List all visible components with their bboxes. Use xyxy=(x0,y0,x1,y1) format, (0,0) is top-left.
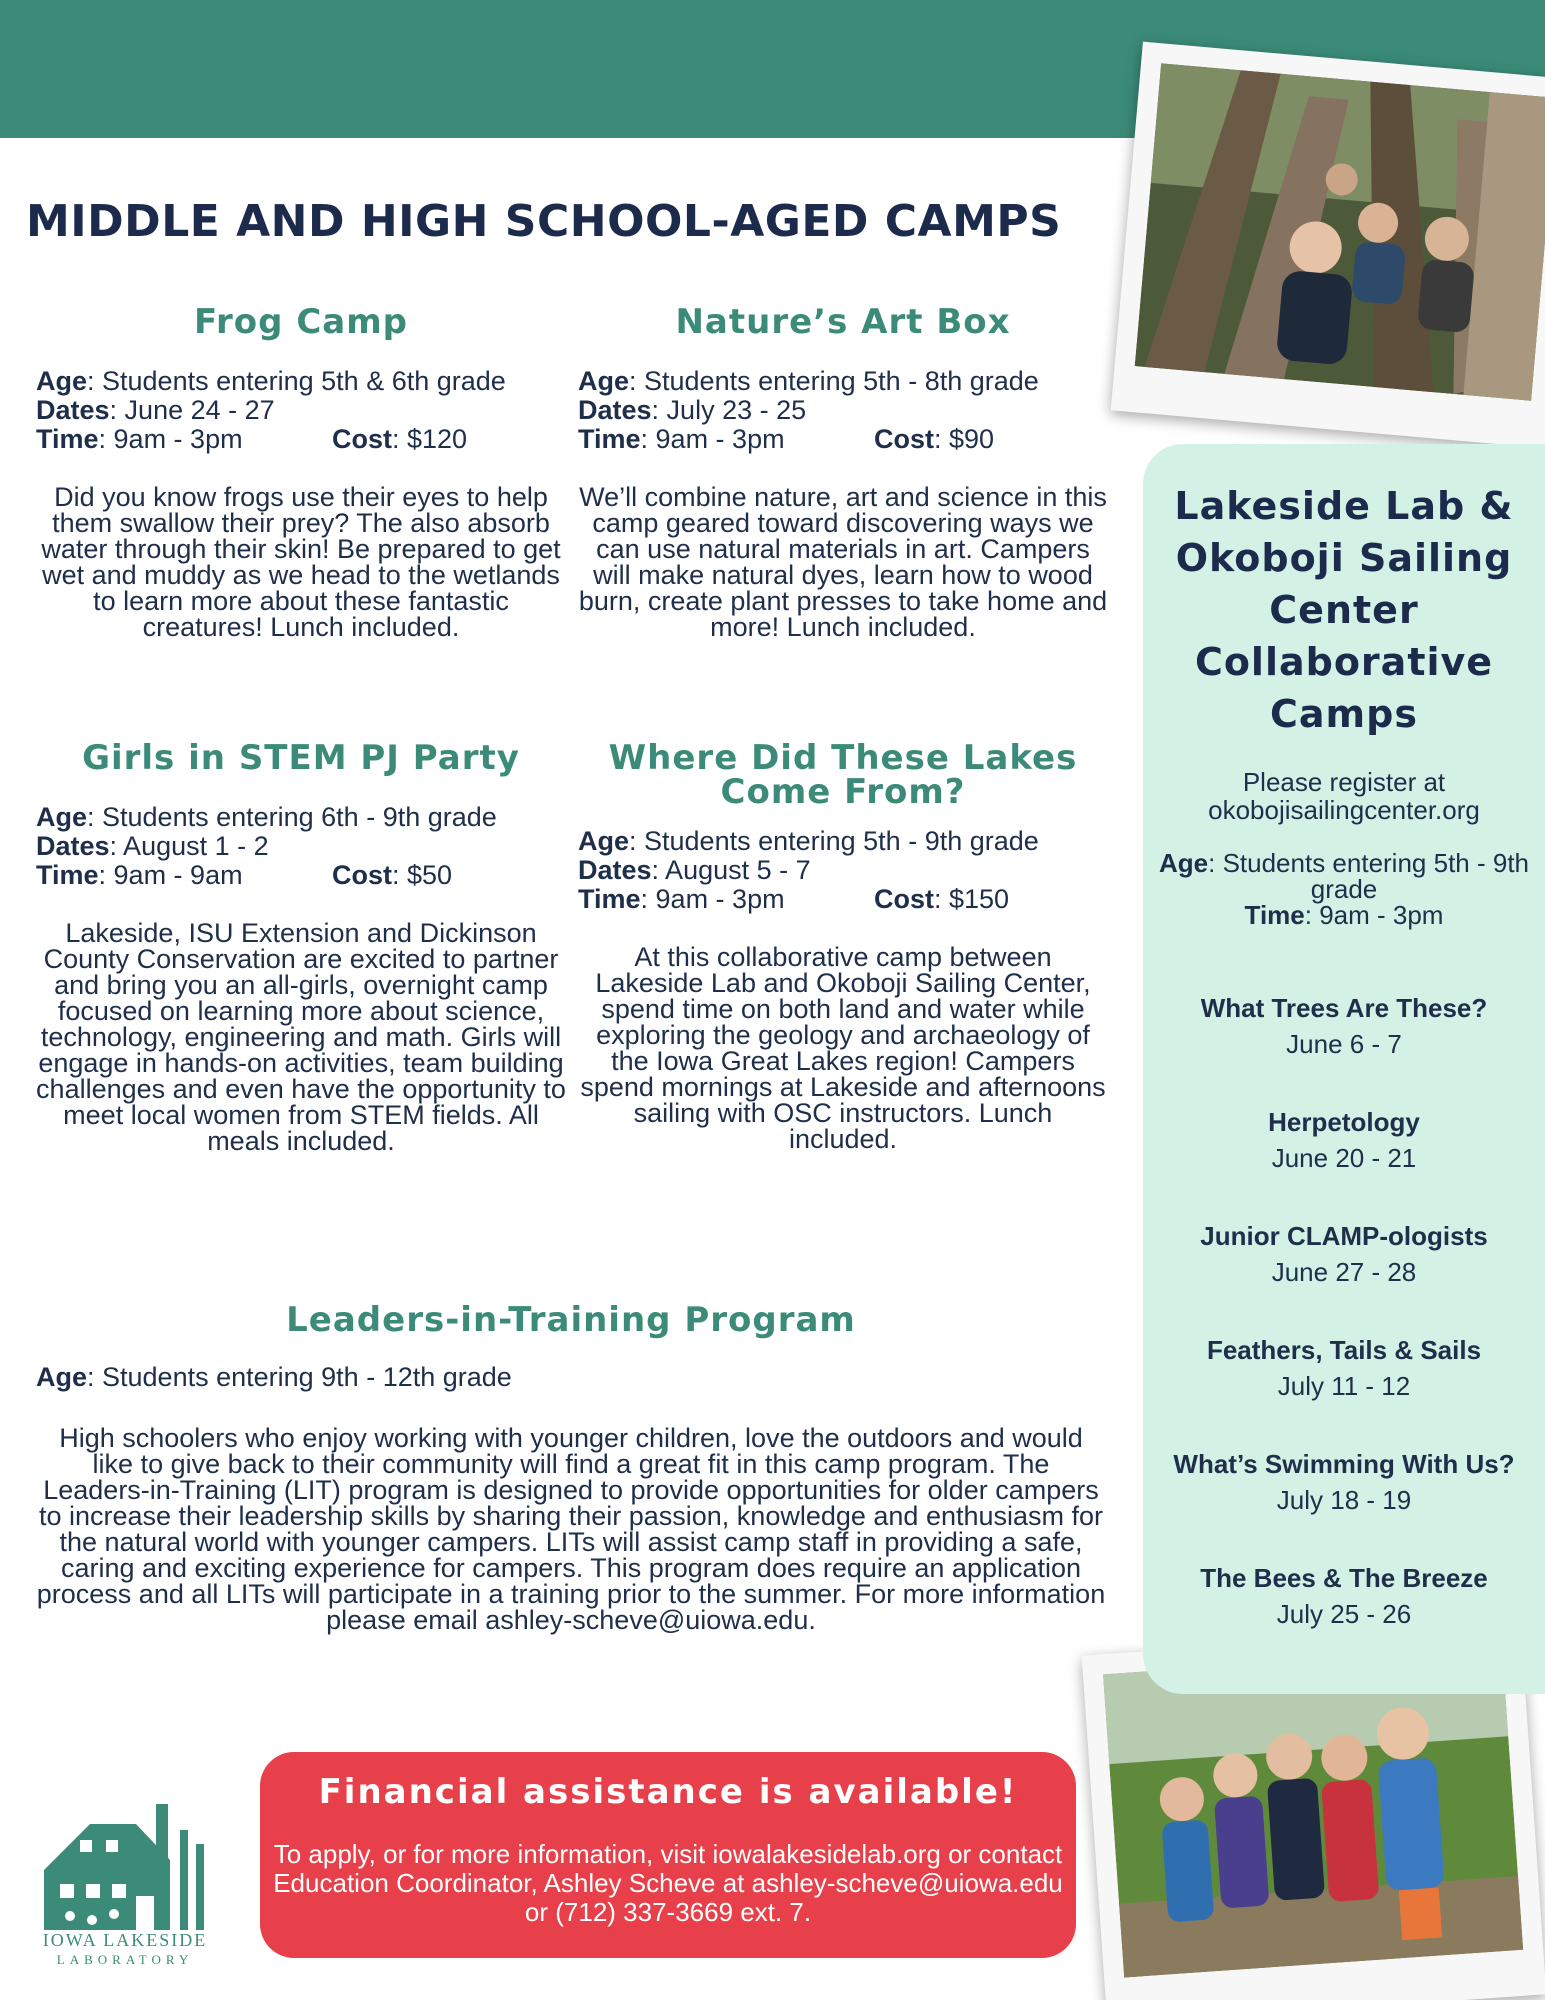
lit-description: High schoolers who enjoy working with younger children, love the outdoors and would like to give back to their community will find a great fit in this camp program. The Leaders-in-Training (LIT) program is designed to provide opportunities for older campers to increase their leadership skills by sharing their passion, knowledge and enthusiasm for the natural world with younger campers. LITs will assist camp staff in providing a safe, caring and exciting experience for campers. This program does require an application process and all LITs will participate in a training prior to the summer. For more information please email ashley-scheve@uiowa.edu. xyxy=(36,1423,1106,1635)
lit-age xyxy=(36,1362,1106,1393)
sidebar-register: Please register at okobojisailingcenter.org xyxy=(1208,767,1480,825)
dates-label: Dates xyxy=(36,831,110,861)
list-item xyxy=(1143,1106,1545,1178)
camp-title: Girls in STEM PJ Party xyxy=(82,738,520,778)
sidebar-age: : Students entering 5th - 9th grade xyxy=(1208,848,1529,904)
dates-label: Dates xyxy=(36,395,110,425)
campers-group-image xyxy=(1103,1646,1523,1977)
sidebar-camp-name: Herpetology xyxy=(1268,1107,1420,1137)
cost-label: Cost xyxy=(874,884,934,914)
sidebar-camp-name: Junior CLAMP-ologists xyxy=(1200,1221,1488,1251)
lit-age-value: : Students entering 9th - 12th grade xyxy=(87,1362,512,1392)
sidebar-camp-dates: June 20 - 21 xyxy=(1271,1143,1417,1173)
cost-label: Cost xyxy=(332,424,392,454)
financial-heading: Financial assistance is available! xyxy=(318,1772,1018,1812)
camp-info xyxy=(578,827,1108,914)
sidebar-camp-dates: June 27 - 28 xyxy=(1271,1257,1417,1287)
list-item xyxy=(1143,1448,1545,1520)
age-label: Age xyxy=(36,366,88,396)
age-label: Age xyxy=(36,1362,88,1392)
camp-girls-in-stem xyxy=(36,738,566,1156)
sidebar-camp-list xyxy=(1143,992,1545,1634)
camp-description: At this collaborative camp between Lakeside Lab and Okoboji Sailing Center, spend time on both land and water while exploring the geology and archaeology of the Iowa Great Lakes region! Campers spend mornings at Lakeside and afternoons sailing with OSC instructors. Lunch included. xyxy=(580,942,1106,1154)
sidebar-title: Lakeside Lab & Okoboji Sailing Center Collaborative Camps xyxy=(1174,484,1514,736)
cost-label: Cost xyxy=(332,860,392,890)
camp-time: : 9am - 9am xyxy=(98,860,243,890)
time-label: Time xyxy=(578,424,641,454)
dates-label: Dates xyxy=(578,395,652,425)
camp-info xyxy=(36,803,566,890)
logo-subtitle: LABORATORY xyxy=(56,1952,194,1967)
camp-cost: : $90 xyxy=(934,424,995,454)
camp-age: : Students entering 6th - 9th grade xyxy=(87,802,497,832)
camp-where-did-these-lakes xyxy=(578,738,1108,1154)
time-label: Time xyxy=(578,884,641,914)
camp-dates: : June 24 - 27 xyxy=(109,395,275,425)
camp-cost: : $150 xyxy=(934,884,1010,914)
camp-dates: : August 5 - 7 xyxy=(651,855,811,885)
camp-dates: : July 23 - 25 xyxy=(651,395,807,425)
camp-info xyxy=(36,367,566,454)
dates-label: Dates xyxy=(578,855,652,885)
financial-text: To apply, or for more information, visit iowalakesidelab.org or contact Education Coordinator, Ashley Scheve at ashley-scheve@uiowa.edu or (712) 337-3669 ext. 7. xyxy=(273,1839,1063,1927)
camp-dates: : August 1 - 2 xyxy=(109,831,269,861)
age-label: Age xyxy=(36,802,88,832)
sidebar-camp-name: Feathers, Tails & Sails xyxy=(1206,1335,1482,1365)
time-label: Time xyxy=(36,424,99,454)
time-label: Time xyxy=(36,860,99,890)
sidebar-camp-dates: July 18 - 19 xyxy=(1276,1485,1412,1515)
lakeside-building-icon xyxy=(30,1800,220,1930)
lit-program xyxy=(36,1300,1106,1633)
camp-cost: : $120 xyxy=(392,424,468,454)
camp-title: Frog Camp xyxy=(193,302,408,342)
list-item xyxy=(1143,1334,1545,1406)
collaborative-camps-sidebar xyxy=(1143,444,1545,1694)
age-label: Age xyxy=(578,366,630,396)
camp-age: : Students entering 5th - 8th grade xyxy=(629,366,1039,396)
camp-time: : 9am - 3pm xyxy=(640,884,785,914)
financial-assistance-box xyxy=(260,1752,1076,1958)
campers-fort-image xyxy=(1135,63,1545,401)
camp-cost: : $50 xyxy=(392,860,453,890)
iowa-lakeside-logo xyxy=(30,1800,220,1970)
camp-time: : 9am - 3pm xyxy=(98,424,243,454)
camp-title: Nature’s Art Box xyxy=(675,302,1011,342)
list-item xyxy=(1143,1220,1545,1292)
sidebar-camp-name: What’s Swimming With Us? xyxy=(1173,1449,1515,1479)
sidebar-camp-name: The Bees & The Breeze xyxy=(1200,1563,1488,1593)
page-title: MIDDLE AND HIGH SCHOOL-AGED CAMPS xyxy=(26,196,1062,247)
camp-age: : Students entering 5th - 9th grade xyxy=(629,826,1039,856)
camp-info xyxy=(578,367,1108,454)
camp-description: We’ll combine nature, art and science in this camp geared toward discovering ways we can use natural materials in art. Campers will make natural dyes, learn how to wood burn, create plant presses to take home and more! Lunch included. xyxy=(578,482,1108,642)
sidebar-camp-dates: July 25 - 26 xyxy=(1276,1599,1412,1629)
camp-frog xyxy=(36,302,566,642)
cost-label: Cost xyxy=(874,424,934,454)
sidebar-camp-dates: July 11 - 12 xyxy=(1277,1371,1411,1401)
camp-time: : 9am - 3pm xyxy=(640,424,785,454)
time-label: Time xyxy=(1244,900,1305,930)
camp-natures-art-box xyxy=(578,302,1108,642)
list-item xyxy=(1143,992,1545,1064)
camp-description: Did you know frogs use their eyes to help them swallow their prey? The also absorb water through their skin! Be prepared to get wet and muddy as we head to the wetlands to learn more about these fantastic creatures! Lunch included. xyxy=(41,482,561,642)
logo-name: IOWA LAKESIDE xyxy=(42,1930,208,1950)
sidebar-age-time xyxy=(1143,850,1545,928)
sidebar-camp-dates: June 6 - 7 xyxy=(1286,1029,1402,1059)
lit-title: Leaders-in-Training Program xyxy=(286,1300,856,1340)
campers-fort-photo xyxy=(1111,42,1545,449)
camp-age: : Students entering 5th & 6th grade xyxy=(87,366,506,396)
sidebar-camp-name: What Trees Are These? xyxy=(1200,993,1488,1023)
camp-description: Lakeside, ISU Extension and Dickinson County Conservation are excited to partner and bring you an all-girls, overnight camp focused on learning more about science, technology, engineering and math. Girls will engage in hands-on activities, team building challenges and even have the opportunity to meet local women from STEM fields. All meals included. xyxy=(36,918,566,1156)
age-label: Age xyxy=(1159,848,1209,878)
age-label: Age xyxy=(578,826,630,856)
camp-title: Where Did These Lakes Come From? xyxy=(608,738,1078,812)
sidebar-time: : 9am - 3pm xyxy=(1304,900,1444,930)
list-item xyxy=(1143,1562,1545,1634)
